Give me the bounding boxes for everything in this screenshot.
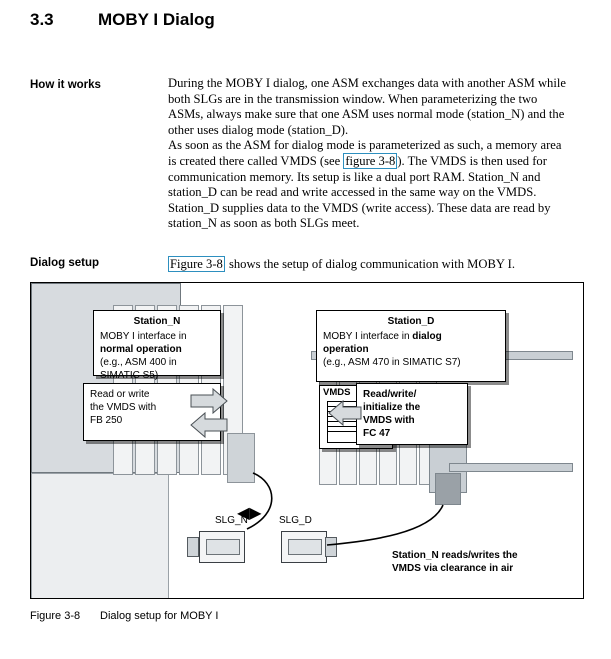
figure-note-line2: VMDS via clearance in air xyxy=(392,563,514,574)
connector-block-right xyxy=(435,473,461,505)
paragraph-2-part-a: As soon as the ASM for dialog mode is parameterized as such, a memory area is created there called VMDS (see xyxy=(168,138,562,168)
callout-station-n-line1: MOBY I interface in xyxy=(100,331,187,342)
callout-station-n xyxy=(93,310,221,381)
callout-station-d-title: Station_D xyxy=(387,316,435,327)
callout-station-n-title: Station_N xyxy=(133,316,181,327)
page-title xyxy=(30,10,590,30)
slg-d-label: SLG_D xyxy=(279,515,312,526)
slg-n-connector xyxy=(187,537,199,557)
figure-3-8 xyxy=(30,282,584,599)
figure-note xyxy=(386,545,536,575)
paragraph-2-part-b: ). The VMDS is then used for communication memory. Its setup is like a dual port RAM. Station_N and station_D can be read and write accessed in the same way on the VMDS. Station_D supplies data to the VMDS (write access). These data are read by station_N as soon as both SLGs meet. xyxy=(168,153,551,231)
heading-text: MOBY I Dialog xyxy=(98,10,215,29)
figure-caption xyxy=(30,610,218,622)
cable-slg-d xyxy=(327,505,443,545)
figure-note-line1: Station_N reads/writes the xyxy=(392,550,518,561)
slg-n-device xyxy=(199,531,245,563)
vmds-label: VMDS xyxy=(323,387,351,398)
slg-d-window xyxy=(288,539,322,555)
slg-n-window xyxy=(206,539,240,555)
margin-label-dialog-setup: Dialog setup xyxy=(30,257,100,269)
figure-reference-box[interactable]: Figure 3-8 xyxy=(170,257,223,271)
callout-station-n-line3: (e.g., ASM 400 in xyxy=(100,357,177,368)
callout-fb250 xyxy=(83,383,221,441)
callout-station-d-line1-bold: dialog xyxy=(412,331,442,342)
callout-fb250-line1: Read or write xyxy=(90,389,150,400)
callout-fb250-line3: FB 250 xyxy=(90,415,123,426)
callout-fb250-line2: the VMDS with xyxy=(90,402,157,413)
body-text xyxy=(168,76,568,232)
margin-label-how-it-works: How it works xyxy=(30,79,101,91)
callout-station-d xyxy=(316,310,506,382)
paragraph-1: During the MOBY I dialog, one ASM exchanges data with another ASM while both SLGs are in the transmission window. When parameterizing the two ASMs, always make sure that one ASM uses normal mode (station_N) and the other uses dialog mode (station_D). xyxy=(168,76,566,137)
dialog-setup-sentence xyxy=(168,256,578,272)
callout-fc47-line1: Read/write/ xyxy=(363,389,417,400)
slg-d-device xyxy=(281,531,327,563)
slg-d-connector xyxy=(325,537,337,557)
module-left-interface xyxy=(227,433,255,483)
dialog-setup-text: shows the setup of dialog communication with MOBY I. xyxy=(225,257,515,271)
rack-left-inner xyxy=(31,473,169,599)
callout-station-d-line3: (e.g., ASM 470 in SIMATIC S7) xyxy=(323,357,461,368)
figure-caption-text: Dialog setup for MOBY I xyxy=(100,610,219,622)
figure-reference-inline[interactable]: figure 3-8 xyxy=(345,153,396,168)
callout-station-d-line1: MOBY I interface in xyxy=(323,331,413,342)
mounting-rail-bottom xyxy=(449,463,573,472)
callout-fc47-line4: FC 47 xyxy=(363,428,391,439)
air-interface-arrow: ◀▶ xyxy=(237,503,262,522)
paragraph-2 xyxy=(168,138,568,232)
callout-fc47-line2: initialize the xyxy=(363,402,421,413)
callout-fc47-line3: VMDS with xyxy=(363,415,415,426)
figure-caption-number: Figure 3-8 xyxy=(30,610,81,622)
heading-number: 3.3 xyxy=(30,10,54,29)
slg-n-label: SLG_N xyxy=(215,515,248,526)
callout-station-n-line2: normal operation xyxy=(100,344,182,355)
callout-station-d-line2: operation xyxy=(323,344,369,355)
callout-fc47 xyxy=(356,383,468,445)
callout-station-n-line4: SIMATIC S5) xyxy=(100,370,159,381)
